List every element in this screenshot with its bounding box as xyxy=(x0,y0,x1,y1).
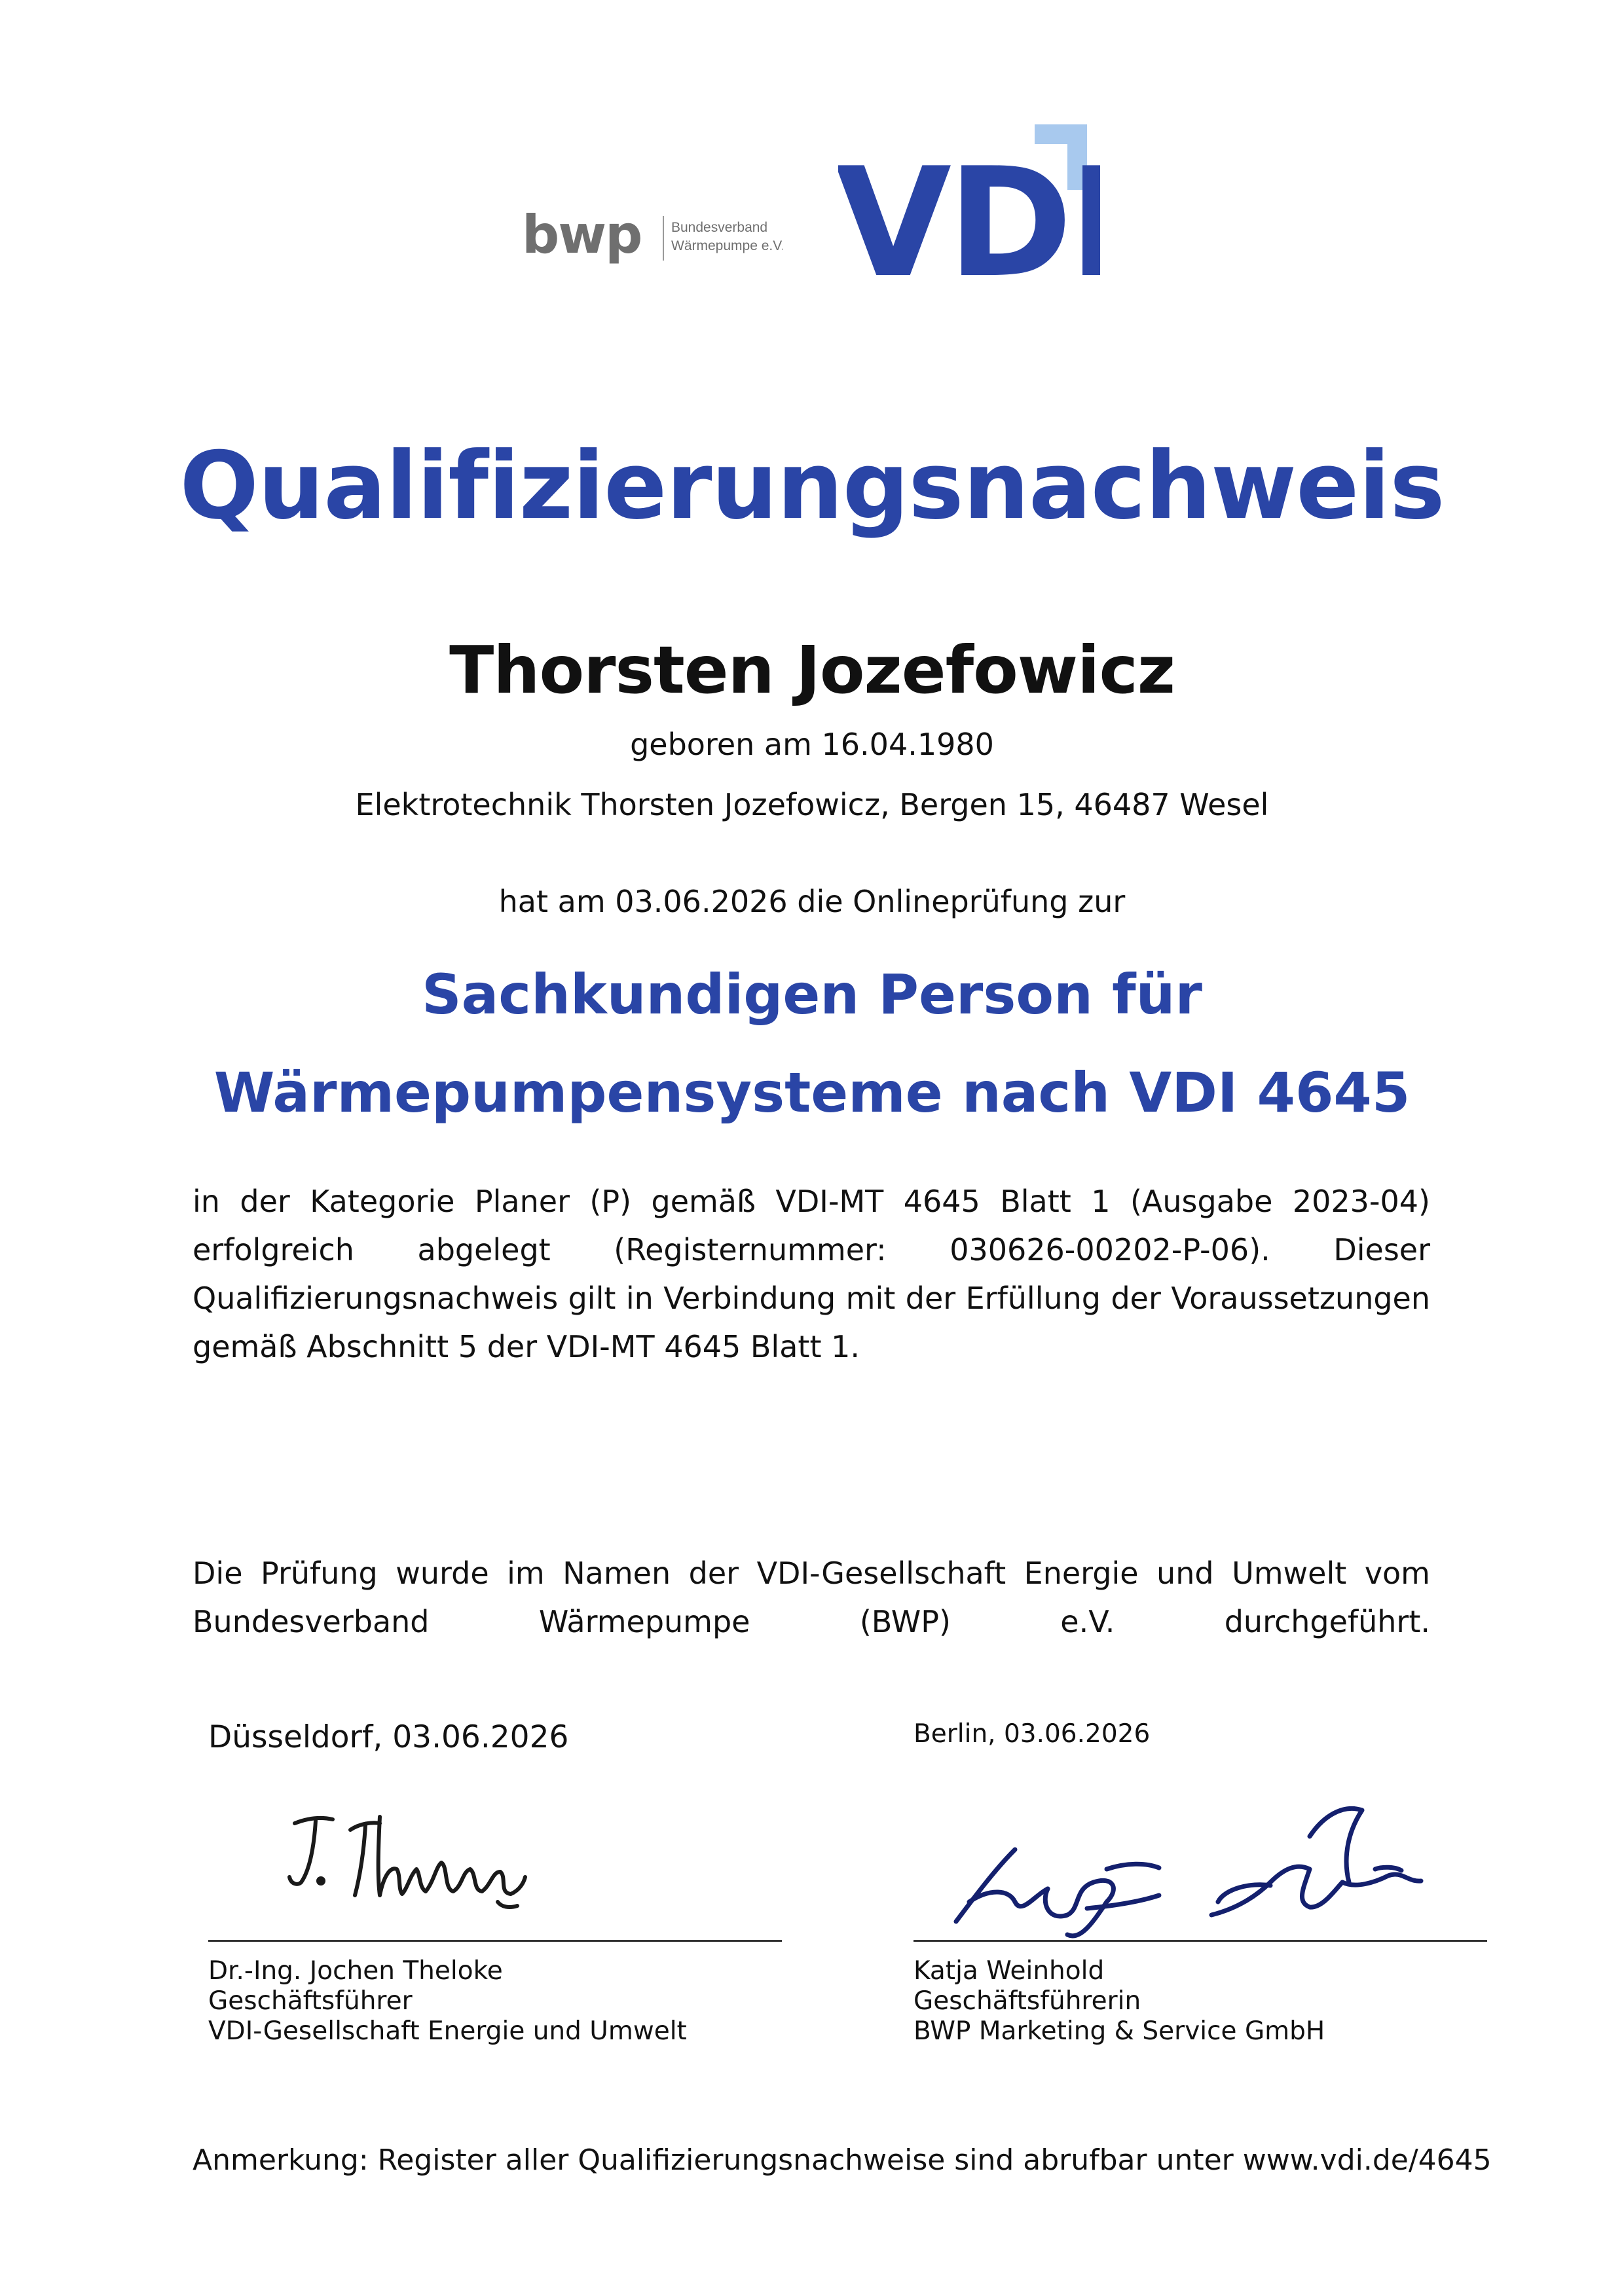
paragraph-line: Qualifizierungsnachweis gilt in Verbindung mit der Erfüllung der Voraussetzungen xyxy=(193,1281,1430,1316)
person-name: Thorsten Jozefowicz xyxy=(449,632,1175,708)
left-signer-name: Dr.-Ing. Jochen Theloke xyxy=(208,1956,503,1986)
page-title: Qualifizierungsnachweis xyxy=(179,432,1445,540)
birth-date: geboren am 16.04.1980 xyxy=(630,727,994,762)
left-signer-organization: VDI-Gesellschaft Energie und Umwelt xyxy=(208,2016,687,2046)
left-signature-line xyxy=(208,1940,782,1942)
bwp-logo xyxy=(521,208,783,267)
left-signature xyxy=(282,1804,544,1935)
right-signature xyxy=(943,1791,1441,1948)
vdi-wordmark: VDI xyxy=(838,136,1100,282)
qualification-line-1: Sachkundigen Person für xyxy=(422,962,1202,1027)
right-signature-line xyxy=(913,1940,1487,1942)
paragraph-line: in der Kategorie Planer (P) gemäß VDI-MT 4645 Blatt 1 (Ausgabe 2023-04) xyxy=(193,1184,1430,1219)
left-place-date: Düsseldorf, 03.06.2026 xyxy=(208,1719,569,1755)
left-signer-block xyxy=(208,1956,687,2047)
right-signer-role: Geschäftsführerin xyxy=(913,1986,1141,2016)
left-signer-role: Geschäftsführer xyxy=(208,1986,413,2016)
right-signer-name: Katja Weinhold xyxy=(913,1956,1105,1986)
qualification-line-2: Wärmepumpensysteme nach VDI 4645 xyxy=(213,1061,1411,1125)
bwp-wordmark: bwp xyxy=(522,208,642,265)
right-signer-block xyxy=(913,1956,1325,2047)
bwp-line2: Wärmepumpe e.V. xyxy=(671,238,783,253)
exam-details-paragraph xyxy=(193,1177,1430,1371)
right-place-date: Berlin, 03.06.2026 xyxy=(913,1719,1151,1749)
footer-note: Anmerkung: Register aller Qualifizierungsnachweise sind abrufbar unter www.vdi.de/4645 xyxy=(193,2143,1492,2177)
person-address: Elektrotechnik Thorsten Jozefowicz, Bergen 15, 46487 Wesel xyxy=(355,787,1269,822)
right-signer-organization: BWP Marketing & Service GmbH xyxy=(913,2016,1325,2046)
exam-conducted-paragraph xyxy=(193,1549,1430,1646)
exam-intro: hat am 03.06.2026 die Onlineprüfung zur xyxy=(498,884,1126,919)
paragraph-line: gemäß Abschnitt 5 der VDI-MT 4645 Blatt 1. xyxy=(193,1329,860,1364)
bwp-line1: Bundesverband xyxy=(671,220,768,235)
paragraph-line: erfolgreich abgelegt (Registernummer: 030626-00202-P-06). Dieser xyxy=(193,1232,1430,1267)
paragraph-line: Die Prüfung wurde im Namen der VDI-Gesellschaft Energie und Umwelt vom xyxy=(193,1556,1430,1591)
paragraph-line: Bundesverband Wärmepumpe (BWP) e.V. durchgeführt. xyxy=(193,1604,1430,1639)
vdi-logo xyxy=(838,118,1100,282)
